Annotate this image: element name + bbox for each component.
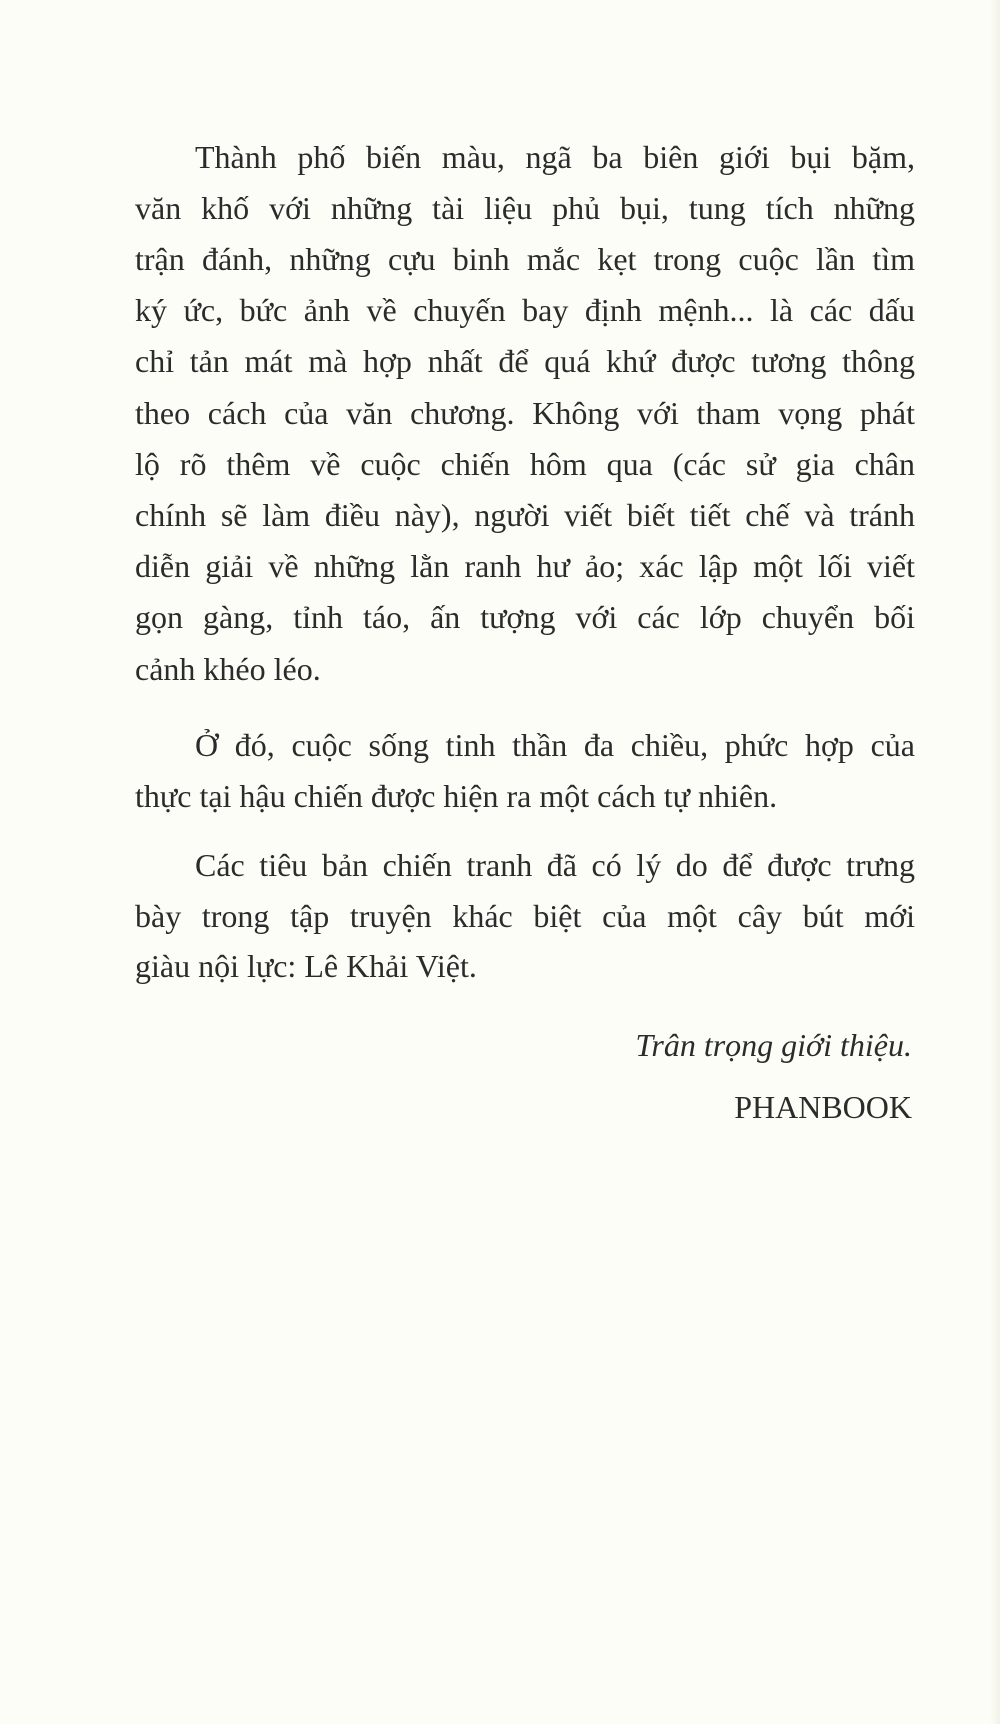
- closing-text: Trân trọng giới thiệu.: [635, 1027, 912, 1063]
- text-line: chính sẽ làm điều này), người viết biết tiết chế và tránh: [135, 497, 915, 533]
- text-line: Các tiêu bản chiến tranh đã có lý do để được trưng: [195, 847, 915, 883]
- text-line: ký ức, bức ảnh về chuyến bay định mệnh... là các dấu: [135, 292, 915, 328]
- text-line: gọn gàng, tỉnh táo, ấn tượng với các lớp chuyển bối: [135, 599, 915, 635]
- page-edge-shadow: [990, 0, 1000, 1724]
- text-line: văn khố với những tài liệu phủ bụi, tung tích những: [135, 190, 915, 226]
- text-line: cảnh khéo léo.: [135, 651, 321, 687]
- text-line: Ở đó, cuộc sống tinh thần đa chiều, phức hợp của: [195, 727, 915, 763]
- text-line: giàu nội lực: Lê Khải Việt.: [135, 948, 477, 984]
- text-line: trận đánh, những cựu binh mắc kẹt trong cuộc lần tìm: [135, 241, 915, 277]
- text-line: theo cách của văn chương. Không với tham vọng phát: [135, 395, 915, 431]
- text-line: bày trong tập truyện khác biệt của một cây bút mới: [135, 898, 915, 934]
- text-line: chỉ tản mát mà hợp nhất để quá khứ được tương thông: [135, 343, 915, 379]
- text-line: lộ rõ thêm về cuộc chiến hôm qua (các sử gia chân: [135, 446, 915, 482]
- text-line: diễn giải về những lằn ranh hư ảo; xác lập một lối viết: [135, 548, 915, 584]
- text-line: Thành phố biến màu, ngã ba biên giới bụi bặm,: [195, 139, 915, 175]
- publisher-signature: PHANBOOK: [734, 1089, 912, 1125]
- text-line: thực tại hậu chiến được hiện ra một cách tự nhiên.: [135, 778, 778, 814]
